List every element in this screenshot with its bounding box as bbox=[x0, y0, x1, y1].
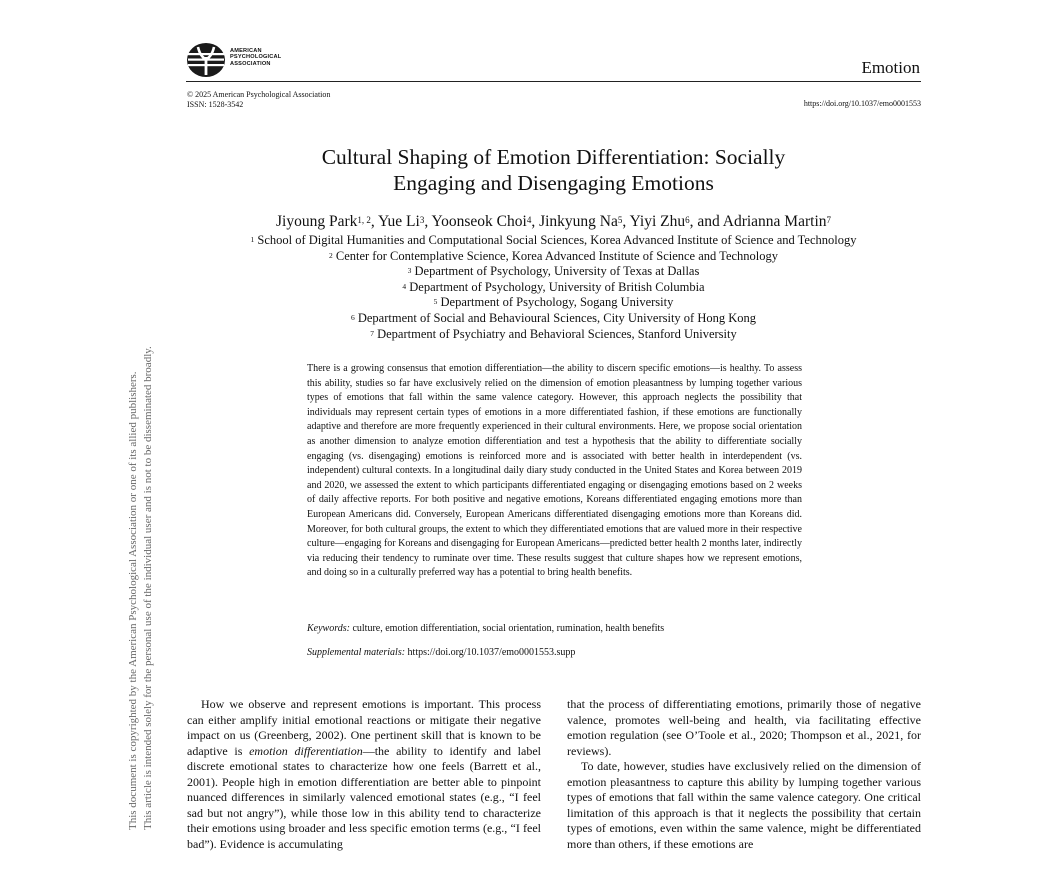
abstract: There is a growing consensus that emotion differentiation—the ability to discern specific emotions—is healthy. To assess this ability, studies so far have exclusively relied on the dimension of emotion pleasantness by lumping together various types of emotions that fall within the same valence category. However, this approach neglects the possibility that individuals may represent certain types of emotions in a more differentiated fashion, if these emotions are functionally adaptive and therefore are more frequently experienced in their cultural environments. Here, we propose social orientation as another dimension to analyze emotion differentiation and test a hypothesis that the ability to differentiate socially engaging (vs. disengaging) emotions is reinforced more and is associated with better health in interdependent (vs. independent) cultural contexts. In a longitudinal daily diary study conducted in the United States and Korea between 2019 and 2020, we assessed the extent to which participants differentiated engaging or disengaging emotions based on 2 weeks of daily affective reports. For both positive and negative emotions, Koreans differentiated engaging emotions more than European Americans did. Conversely, European Americans differentiated disengaging emotions more than Koreans did. Moreover, for both cultural groups, the extent to which they differentiated emotions that are valued more in their respective culture—engaging for Koreans and disengaging for European Americans—predicted better health 2 months later, indirectly via reducing their tendency to ruminate over time. These results suggest that culture shapes how we represent emotions, and doing so in a culturally preferred way has a potential to bring health benefits. bbox=[307, 363, 802, 579]
author-name: Adrianna Martin bbox=[722, 213, 827, 230]
affiliation-line bbox=[186, 327, 921, 343]
affiliation-text: Department of Social and Behavioural Sciences, City University of Hong Kong bbox=[357, 310, 757, 325]
affiliation-line bbox=[186, 233, 921, 249]
author-separator: , bbox=[370, 213, 379, 230]
affiliation-line bbox=[186, 295, 921, 311]
side-notice-line-1: This document is copyrighted by the American Psychological Association or one of its allied publishers. bbox=[127, 371, 139, 830]
body-column-left bbox=[187, 697, 541, 852]
supplemental-materials bbox=[307, 647, 802, 658]
publisher-wordmark: AMERICAN PSYCHOLOGICAL ASSOCIATION bbox=[230, 48, 282, 67]
issn-line: ISSN: 1528-3542 bbox=[187, 99, 244, 109]
supplemental-label: Supplemental materials: bbox=[307, 647, 406, 658]
author-separator: , and bbox=[689, 213, 723, 230]
author-affiliation-marker: 7 bbox=[826, 215, 831, 225]
copyright-line: © 2025 American Psychological Association bbox=[187, 90, 331, 99]
author-separator: , bbox=[622, 213, 630, 230]
affiliation-number: 3 bbox=[407, 266, 412, 276]
affiliation-list bbox=[186, 233, 921, 342]
affiliation-number: 6 bbox=[350, 312, 355, 322]
author-affiliation-marker: 4 bbox=[526, 215, 532, 225]
author-name: Jinkyung Na bbox=[539, 213, 618, 230]
author-affiliation-marker: 6 bbox=[685, 215, 690, 225]
author-name: Yiyi Zhu bbox=[629, 213, 686, 230]
author-affiliation-marker: 3 bbox=[419, 215, 425, 225]
header-rule bbox=[186, 81, 921, 82]
keywords-label: Keywords: bbox=[307, 623, 350, 634]
affiliation-number: 2 bbox=[328, 250, 333, 260]
journal-title: Emotion bbox=[861, 58, 920, 77]
affiliation-line bbox=[186, 280, 921, 296]
affiliation-text: Department of Psychology, University of Texas at Dallas bbox=[414, 264, 700, 279]
affiliation-number: 7 bbox=[370, 328, 374, 338]
affiliation-text: Department of Psychology, University of British Columbia bbox=[409, 279, 705, 294]
body-paragraph: that the process of differentiating emotions, primarily those of negative valence, promotes well-being and health, via facilitating effective emotion regulation (see O’Toole et al., 2020; Thompson et al., 2021, for reviews). bbox=[567, 697, 921, 758]
author-list bbox=[186, 212, 921, 232]
affiliation-line bbox=[186, 264, 921, 280]
affiliation-number: 5 bbox=[433, 297, 438, 307]
copyright-block bbox=[187, 90, 330, 109]
keywords-text: culture, emotion differentiation, social orientation, rumination, health benefits bbox=[352, 623, 665, 634]
affiliation-number: 1 bbox=[250, 235, 255, 244]
doi-link[interactable]: https://doi.org/10.1037/emo0001553 bbox=[803, 99, 921, 108]
author-affiliation-marker: 1, 2 bbox=[357, 215, 371, 225]
supplemental-link[interactable]: https://doi.org/10.1037/emo0001553.supp bbox=[407, 647, 576, 658]
affiliation-text: Department of Psychiatry and Behavioral Sciences, Stanford University bbox=[377, 326, 737, 341]
author-separator: , bbox=[531, 213, 540, 230]
keywords bbox=[307, 623, 802, 634]
affiliation-line bbox=[186, 249, 921, 265]
body-paragraph: To date, however, studies have exclusively relied on the dimension of emotion pleasantness to capture this ability by lumping together various types of emotions that fall within the same valence category. One critical limitation of this approach is that it neglects the possibility that certain types of emotions, even within the same valence, might be differentiated more than others, if these emotions are bbox=[567, 759, 921, 851]
author-separator: , bbox=[424, 213, 432, 230]
author-name: Yue Li bbox=[378, 213, 420, 230]
affiliation-text: Center for Contemplative Science, Korea Advanced Institute of Science and Technology bbox=[335, 248, 779, 263]
author-name: Jiyoung Park bbox=[275, 213, 358, 230]
article-title: Cultural Shaping of Emotion Differentiation: Socially Engaging and Disengaging Emotions bbox=[321, 145, 786, 195]
affiliation-line bbox=[186, 311, 921, 327]
affiliation-text: School of Digital Humanities and Computational Social Sciences, Korea Advanced Institute of Science and Technology bbox=[257, 233, 857, 247]
body-paragraph: How we observe and represent emotions is important. This process can either amplify initial emotional reactions or mitigate their negative impact on us (Greenberg, 2002). One pertinent skill that is known to be adaptive is emotion differentiation—the ability to identify and label discrete emotional states to characterize how one feels (Barrett et al., 2001). People high in emotion differentiation are better able to pinpoint nuanced differences in similarly valenced emotional states (e.g., “I feel sad but not angry”), while those low in this ability tend to characterize their emotions using broader and less specific emotion terms (e.g., “I feel bad”). Evidence is accumulating bbox=[187, 697, 541, 851]
side-notice-line-2: This article is intended solely for the personal use of the individual user and is not to be disseminated broadly. bbox=[141, 346, 154, 830]
body-column-right bbox=[567, 697, 921, 852]
author-affiliation-marker: 5 bbox=[617, 215, 623, 225]
affiliation-number: 4 bbox=[402, 281, 407, 291]
affiliation-text: Department of Psychology, Sogang University bbox=[440, 295, 674, 310]
author-name: Yoonseok Choi bbox=[431, 213, 527, 230]
apa-logo-icon bbox=[186, 42, 228, 78]
